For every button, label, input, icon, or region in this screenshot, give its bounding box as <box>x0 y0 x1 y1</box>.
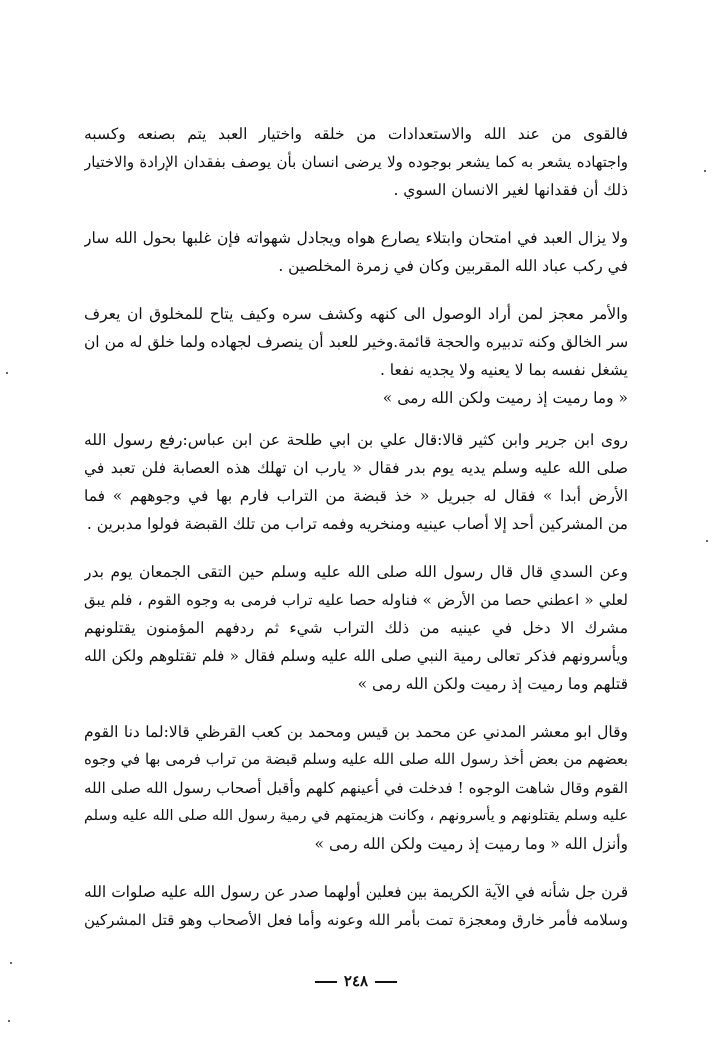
text-line: فالقوى من عند الله والاستعدادات من خلقه واختيار العبد يتم بصنعه وكسبه <box>84 125 628 143</box>
text-line: من المشركين أحد إلا أصاب عينيه ومنخريه وفمه تراب من تلك القبضة فولوا مدبرين . <box>86 515 628 533</box>
text-line: القوم وقال شاهت الوجوه ! فدخلت في أعينهم كلهم وأقبل أصحاب رسول الله صلى الله <box>84 779 628 797</box>
text-line: قتلهم وما رميت إذ رميت ولكن الله رمى » <box>357 675 628 693</box>
text-line: لعلي « اعطني حصا من الأرض » فناوله حصا عليه تراب فرمى به وجوه القوم ، فلم يبق <box>84 591 628 609</box>
text-line: والأمر معجز لمن أراد الوصول الى كنهه وكشف سره وكيف يتاح للمخلوق ان يعرف <box>84 305 628 323</box>
text-line: وسلامه فأمر خارق ومعجزة تمت بأمر الله وعونه وأما فعل الأصحاب وهو قتل المشركين <box>84 911 628 929</box>
text-line: يشغل نفسه بما لا يعنيه ولا يجديه نفعا . <box>379 361 628 379</box>
text-line: عليه وسلم يقتلونهم و يأسرونهم ، وكانت هزيمتهم في رمية رسول الله صلى الله عليه وسلم <box>84 808 628 824</box>
page-number <box>0 972 712 990</box>
text-line: بعضهم من بعض أخذ رسول الله صلى الله عليه وسلم قبضة من تراب فرمى بها في وجوه <box>84 751 628 768</box>
paragraph-6 <box>84 718 628 858</box>
page-number-dash-right <box>375 981 397 983</box>
paragraph-4 <box>84 426 628 538</box>
scan-speck <box>8 1020 10 1022</box>
scan-speck <box>10 962 12 964</box>
text-line: الأرض أبدا » فقال له جبريل « خذ قبضة من التراب فارم بها في وجوههم » فما <box>84 487 628 505</box>
text-line: واجتهاده يشعر به كما يشعر بوجوده ولا يرضى انسان بأن يوصف بفقدان الإرادة والاختيار <box>84 153 628 171</box>
text-line: ذلك أن فقدانها لغير الانسان السوي . <box>393 181 628 199</box>
text-line: قرن جل شأنه في الآية الكريمة بين فعلين أولهما صدر عن رسول الله عليه صلوات الله <box>84 883 628 901</box>
text-line: سر الخالق وكنه تدبيره والحجة قائمة.وخير للعبد أن ينصرف لجهاده ولما خلق له من ان <box>84 333 628 351</box>
text-line: وعن السدي قال قال رسول الله صلى الله عليه وسلم حين التقى الجمعان يوم بدر <box>84 563 628 581</box>
quran-verse-line: « وما رميت إذ رميت ولكن الله رمى » <box>382 389 628 407</box>
paragraph-2 <box>84 224 628 280</box>
page-body <box>84 120 628 934</box>
text-line: صلى الله عليه وسلم يديه يوم بدر فقال « يارب ان تهلك هذه العصابة فلن تعبد في <box>84 459 628 477</box>
paragraph-1 <box>84 120 628 204</box>
text-line: وقال ابو معشر المدني عن محمد بن قيس ومحمد بن كعب القرظي قالا:لما دنا القوم <box>84 723 628 741</box>
text-line: في ركب عباد الله المقربين وكان في زمرة المخلصين . <box>278 257 628 275</box>
page-number-dash-left <box>315 981 337 983</box>
paragraph-5 <box>84 558 628 698</box>
scan-speck <box>706 540 708 542</box>
scan-speck <box>6 372 8 374</box>
text-line: ولا يزال العبد في امتحان وابتلاء يصارع هواه ويجادل شهواته فإن غلبها بحول الله سار <box>84 229 628 247</box>
page-number-value: ٢٤٨ <box>343 972 369 990</box>
text-line: ويأسرونهم فذكر تعالى رمية النبي صلى الله عليه وسلم فقال « فلم تقتلوهم ولكن الله <box>84 647 628 665</box>
paragraph-3 <box>84 300 628 412</box>
scan-speck <box>704 170 706 172</box>
text-line: مشرك الا دخل في عينيه من ذلك التراب شيء ثم ردفهم المؤمنون يقتلونهم <box>84 619 628 637</box>
text-line: روى ابن جرير وابن كثير قالا:قال علي بن ابي طلحة عن ابن عباس:رفع رسول الله <box>84 431 628 449</box>
text-line: وأنزل الله « وما رميت إذ رميت ولكن الله رمى » <box>314 835 628 853</box>
paragraph-7 <box>84 878 628 934</box>
